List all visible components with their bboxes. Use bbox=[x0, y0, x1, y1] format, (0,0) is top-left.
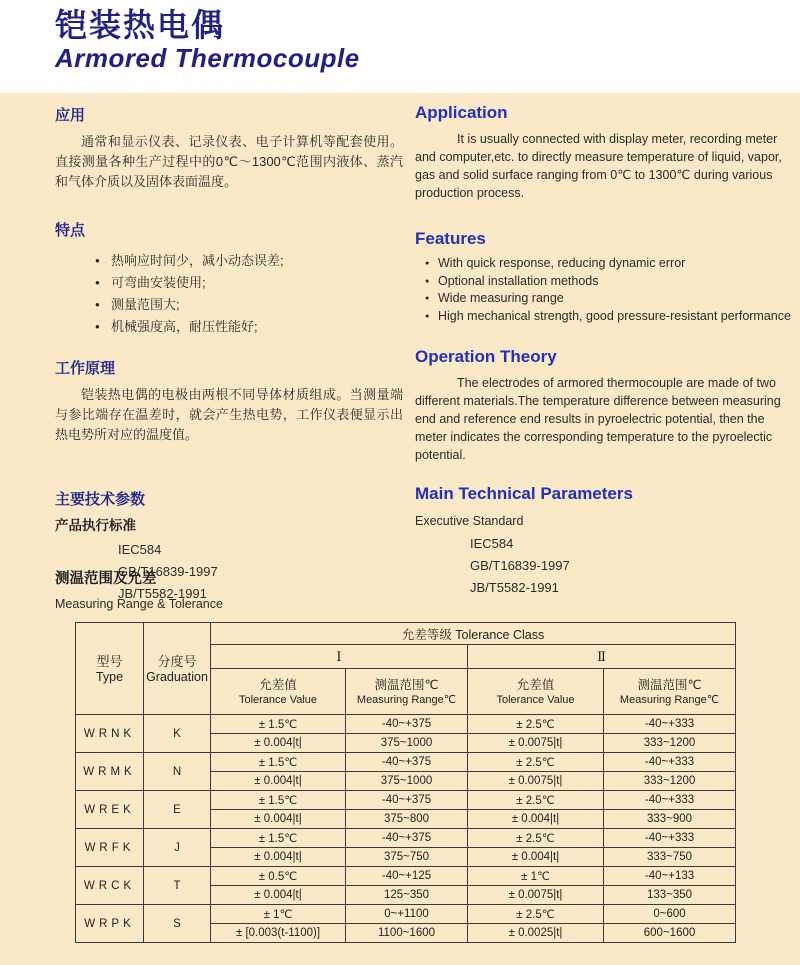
col-header-class-2: Ⅱ bbox=[468, 645, 736, 669]
table-cell: ± 2.5℃ bbox=[468, 829, 604, 848]
table-cell: ± 2.5℃ bbox=[468, 715, 604, 734]
graduation-cell: S bbox=[144, 905, 211, 943]
standard-item: IEC584 bbox=[470, 536, 514, 551]
table-cell: 125~350 bbox=[346, 886, 468, 905]
page-body bbox=[0, 93, 800, 965]
graduation-cell: T bbox=[144, 867, 211, 905]
table-cell: 333~900 bbox=[604, 810, 736, 829]
table-row bbox=[76, 753, 736, 772]
list-item: ● Optional installation methods bbox=[425, 273, 793, 291]
table-cell: ± 1.5℃ bbox=[211, 715, 346, 734]
section-features-zh bbox=[55, 222, 403, 338]
application-heading-zh: 应用 bbox=[55, 107, 86, 124]
section-tolerance-table bbox=[55, 570, 760, 943]
table-cell: ± 0.004|t| bbox=[468, 810, 604, 829]
application-body-en: It is usually connected with display meter, recording meter and computer,etc. to directly measure temperature of liquid, vapor, gas and solid surface ranging from 0℃ to 1300℃ during various production process. bbox=[415, 132, 782, 200]
executive-standard-label-zh: 产品执行标准 bbox=[55, 518, 136, 533]
english-column bbox=[415, 103, 793, 599]
col-header-measuring-range-1 bbox=[346, 669, 468, 715]
table-row bbox=[76, 791, 736, 810]
list-item: ● 热响应时间少，减小动态误差; bbox=[95, 250, 403, 272]
table-title-en: Measuring Range & Tolerance bbox=[55, 597, 223, 611]
type-cell: WREK bbox=[76, 791, 144, 829]
tolerance-value-zh: 允差值 bbox=[516, 677, 555, 692]
tolerance-value-en: Tolerance Value bbox=[496, 693, 575, 706]
type-cell: WRCK bbox=[76, 867, 144, 905]
page-header bbox=[0, 0, 800, 93]
table-cell: -40~+375 bbox=[346, 829, 468, 848]
table-cell: ± [0.003(t-1100)] bbox=[211, 924, 346, 943]
tolerance-value-en: Tolerance Value bbox=[238, 693, 318, 706]
table-cell: -40~+375 bbox=[346, 791, 468, 810]
tolerance-value-zh: 允差值 bbox=[259, 677, 297, 692]
features-list-zh bbox=[55, 250, 403, 338]
table-cell: 375~1000 bbox=[346, 734, 468, 753]
tolerance-table bbox=[75, 622, 736, 943]
operation-body-en: The electrodes of armored thermocouple are made of two different materials.The temperature difference between measuring end and reference end results in pyroelectric potential, then the meter indicates the corresponding temperature to the pyroelectic potential. bbox=[415, 376, 781, 462]
list-item: ● High mechanical strength, good pressure-resistant performance bbox=[425, 308, 793, 326]
table-cell: ± 0.0075|t| bbox=[468, 734, 604, 753]
table-cell: ± 0.0075|t| bbox=[468, 772, 604, 791]
table-cell: -40~+375 bbox=[346, 753, 468, 772]
col-header-tolerance-value-2 bbox=[468, 669, 604, 715]
col-header-type-en: Type bbox=[95, 669, 124, 684]
table-cell: ± 1℃ bbox=[468, 867, 604, 886]
table-cell: -40~+333 bbox=[604, 715, 736, 734]
col-header-graduation-en: Graduation bbox=[146, 669, 208, 684]
parameters-heading-zh: 主要技术参数 bbox=[55, 491, 146, 508]
table-cell: 600~1600 bbox=[604, 924, 736, 943]
operation-heading-zh: 工作原理 bbox=[55, 360, 116, 377]
section-features-en bbox=[415, 229, 793, 325]
col-header-graduation-zh: 分度号 bbox=[157, 653, 197, 669]
type-cell: WRPK bbox=[76, 905, 144, 943]
chinese-column bbox=[55, 107, 403, 605]
table-cell: ± 2.5℃ bbox=[468, 753, 604, 772]
table-cell: 133~350 bbox=[604, 886, 736, 905]
section-operation-zh bbox=[55, 360, 403, 445]
table-cell: ± 2.5℃ bbox=[468, 791, 604, 810]
table-cell: ± 1℃ bbox=[211, 905, 346, 924]
table-cell: ± 0.004|t| bbox=[211, 848, 346, 867]
graduation-cell: K bbox=[144, 715, 211, 753]
table-cell: 0~+1100 bbox=[346, 905, 468, 924]
graduation-cell: N bbox=[144, 753, 211, 791]
table-cell: -40~+333 bbox=[604, 791, 736, 810]
measuring-range-en: Measuring Range℃ bbox=[356, 693, 457, 706]
page-title-zh: 铠装热电偶 bbox=[55, 7, 226, 43]
section-operation-en bbox=[415, 347, 793, 464]
table-cell: ± 1.5℃ bbox=[211, 829, 346, 848]
application-heading-en: Application bbox=[415, 103, 508, 122]
col-header-tolerance-value-1 bbox=[211, 669, 346, 715]
section-application-en bbox=[415, 103, 793, 202]
table-cell: 375~750 bbox=[346, 848, 468, 867]
table-row bbox=[76, 715, 736, 734]
features-heading-en: Features bbox=[415, 229, 486, 248]
table-row bbox=[76, 867, 736, 886]
operation-heading-en: Operation Theory bbox=[415, 347, 557, 366]
table-cell: 375~800 bbox=[346, 810, 468, 829]
executive-standard-label-en: Executive Standard bbox=[415, 514, 524, 528]
features-heading-zh: 特点 bbox=[55, 222, 86, 239]
measuring-range-zh: 测温范围℃ bbox=[637, 677, 702, 692]
table-cell: -40~+333 bbox=[604, 753, 736, 772]
table-cell: 333~1200 bbox=[604, 772, 736, 791]
table-cell: ± 0.0025|t| bbox=[468, 924, 604, 943]
type-cell: WRMK bbox=[76, 753, 144, 791]
standard-item: JB/T5582-1991 bbox=[118, 586, 207, 601]
table-cell: ± 0.004|t| bbox=[468, 848, 604, 867]
page-title-en: Armored Thermocouple bbox=[55, 43, 360, 73]
col-header-tolerance-class: 允差等级 Tolerance Class bbox=[211, 623, 736, 645]
type-cell: WRNK bbox=[76, 715, 144, 753]
list-item: ● Wide measuring range bbox=[425, 290, 793, 308]
parameters-heading-en: Main Technical Parameters bbox=[415, 484, 633, 503]
table-cell: ± 1.5℃ bbox=[211, 791, 346, 810]
table-cell: ± 0.004|t| bbox=[211, 810, 346, 829]
col-header-class-1: Ⅰ bbox=[211, 645, 468, 669]
section-application-zh bbox=[55, 107, 403, 192]
col-header-measuring-range-2 bbox=[604, 669, 736, 715]
type-cell: WRFK bbox=[76, 829, 144, 867]
list-item: ● 机械强度高，耐压性能好; bbox=[95, 316, 403, 338]
table-row bbox=[76, 905, 736, 924]
measuring-range-zh: 测温范围℃ bbox=[374, 677, 439, 692]
standard-item: GB/T16839-1997 bbox=[118, 564, 218, 579]
table-cell: 333~750 bbox=[604, 848, 736, 867]
table-cell: ± 2.5℃ bbox=[468, 905, 604, 924]
table-title-zh: 测温范围及允差 bbox=[55, 571, 157, 587]
table-cell: 375~1000 bbox=[346, 772, 468, 791]
standard-item: IEC584 bbox=[118, 542, 162, 557]
table-cell: 333~1200 bbox=[604, 734, 736, 753]
table-cell: -40~+125 bbox=[346, 867, 468, 886]
table-cell: -40~+133 bbox=[604, 867, 736, 886]
table-cell: ± 0.004|t| bbox=[211, 886, 346, 905]
table-header-row bbox=[76, 623, 736, 645]
table-cell: -40~+333 bbox=[604, 829, 736, 848]
operation-body-zh: 铠装热电偶的电极由两根不同导体材质组成。当测量端与参比端存在温差时，就会产生热电势，工作仪表便显示出热电势所对应的温度值。 bbox=[55, 387, 403, 442]
table-cell: ± 0.004|t| bbox=[211, 772, 346, 791]
features-list-en bbox=[415, 255, 793, 325]
standard-item: GB/T16839-1997 bbox=[470, 558, 570, 573]
measuring-range-en: Measuring Range℃ bbox=[619, 693, 720, 706]
graduation-cell: J bbox=[144, 829, 211, 867]
list-item: ● 可弯曲安装使用; bbox=[95, 272, 403, 294]
list-item: ● With quick response, reducing dynamic error bbox=[425, 255, 793, 273]
table-cell: 0~600 bbox=[604, 905, 736, 924]
graduation-cell: E bbox=[144, 791, 211, 829]
col-header-graduation bbox=[144, 623, 211, 715]
application-body-zh: 通常和显示仪表、记录仪表、电子计算机等配套使用。直接测量各种生产过程中的0℃～1300℃范围内液体、蒸汽和气体介质以及固体表面温度。 bbox=[55, 134, 403, 189]
list-item: ● 测量范围大; bbox=[95, 294, 403, 316]
col-header-type bbox=[76, 623, 144, 715]
table-cell: ± 0.004|t| bbox=[211, 734, 346, 753]
table-row bbox=[76, 829, 736, 848]
table-cell: ± 0.0075|t| bbox=[468, 886, 604, 905]
table-cell: ± 1.5℃ bbox=[211, 753, 346, 772]
table-cell: -40~+375 bbox=[346, 715, 468, 734]
table-cell: 1100~1600 bbox=[346, 924, 468, 943]
col-header-type-zh: 型号 bbox=[96, 653, 123, 669]
table-cell: ± 0.5℃ bbox=[211, 867, 346, 886]
standard-item: JB/T5582-1991 bbox=[470, 580, 559, 595]
